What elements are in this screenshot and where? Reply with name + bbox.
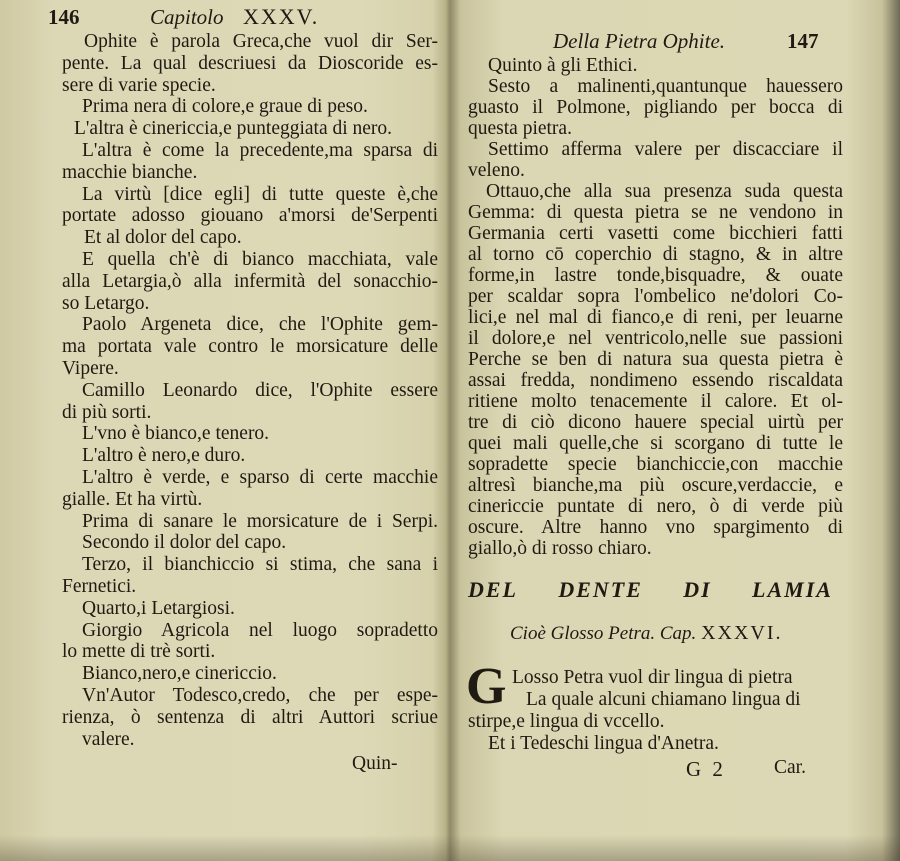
text-line: L'altra è come la precedente,ma sparsa di xyxy=(82,140,438,161)
text-line: L'altra è cinericcia,e punteggiata di nero. xyxy=(74,118,393,140)
subtitle-numeral: XXXVI. xyxy=(701,622,783,644)
text-line: Giorgio Agricola nel luogo sopradetto xyxy=(82,619,438,641)
text-line: Terzo, il bianchiccio si stima, che sana i xyxy=(82,554,438,576)
text-line: per scaldar sopra l'ombelico ne'dolori Co- xyxy=(468,286,843,307)
text-line: portate adosso giouano a'morsi de'Serpenti xyxy=(62,205,438,227)
text-line: Quinto à gli Ethici. xyxy=(488,55,638,76)
text-line: alla Letargia,ò alla infermità del sonacchio- xyxy=(62,270,438,292)
text-line: lo mette di trè sorti. xyxy=(62,641,216,663)
title-word: DI xyxy=(683,577,712,602)
text-line: Settimo afferma valere per discacciare il xyxy=(488,139,843,160)
signature-mark: G 2 xyxy=(686,757,726,781)
text-line: so Letargo. xyxy=(62,292,150,314)
text-line: veleno. xyxy=(468,160,525,181)
text-line: Germania certi vasetti come bicchieri fatti xyxy=(468,223,843,244)
text-line: Prima di sanare le morsicature de i Serpi. xyxy=(82,510,438,532)
text-line: Quarto,i Letargiosi. xyxy=(82,597,235,619)
text-line: questa pietra. xyxy=(468,118,572,139)
text-line: lici,e nel mal di fianco,e di reni, per leuarne xyxy=(468,307,843,328)
text-line: quei mali quelle,che si scorgano di tutte le xyxy=(468,433,843,454)
text-line: giallo,ò di rosso chiaro. xyxy=(468,538,652,559)
title-word: DENTE xyxy=(558,577,643,602)
title-word: LAMIA xyxy=(752,577,833,602)
chapter-line: Et i Tedeschi lingua d'Anetra. xyxy=(488,733,719,754)
chapter-line: La quale alcuni chiamano lingua di xyxy=(526,689,801,710)
page-number: 146 xyxy=(48,5,80,29)
text-line: cinericcie puntate di nero, ò di verde più xyxy=(468,496,843,517)
text-line: Ophite è parola Greca,che vuol dir Ser- xyxy=(84,31,438,52)
text-line: Perche se ben di natura sua questa pietra è xyxy=(468,349,843,370)
text-line: Et al dolor del capo. xyxy=(84,227,242,249)
chapter-subtitle xyxy=(510,622,783,645)
drop-cap: G xyxy=(466,658,507,715)
text-line: ritiene molto tenacemente il calore. Et ol- xyxy=(468,391,843,412)
text-line: Secondo il dolor del capo. xyxy=(82,532,287,554)
text-line: guasto il Polmone, pigliando per bocca di xyxy=(468,97,843,118)
text-line: Vipere. xyxy=(62,358,119,379)
subtitle-text: Cioè Glosso Petra. Cap. xyxy=(510,623,697,644)
text-line: Paolo Argeneta dice, che l'Ophite gem- xyxy=(82,314,438,336)
running-head: Capitolo xyxy=(150,5,224,29)
text-line: forme,in lastre tonde,bisquadre, & ouate xyxy=(468,265,843,286)
catchword: Quin- xyxy=(352,753,398,774)
text-line: al torno cō coperchio di stagno, & in altre xyxy=(468,244,843,265)
running-head: Della Pietra Ophite. xyxy=(553,29,726,53)
text-line: pente. La qual descriuesi da Dioscoride es- xyxy=(62,52,438,74)
text-line: rienza, ò sentenza di altri Auttori scriue xyxy=(62,706,438,728)
catchword: Car. xyxy=(774,757,806,778)
text-line: L'altro è nero,e duro. xyxy=(82,445,246,467)
text-line: Camillo Leonardo dice, l'Ophite essere xyxy=(82,379,438,401)
text-line: di più sorti. xyxy=(62,401,152,423)
chapter-line: Losso Petra vuol dir lingua di pietra xyxy=(512,667,793,688)
text-line: Ottauo,che alla sua presenza suda questa xyxy=(486,181,843,202)
title-word: DEL xyxy=(468,577,518,602)
text-line: sopradette specie bianchiccie,con macchie xyxy=(468,454,843,475)
text-line: Prima nera di colore,e graue di peso. xyxy=(82,96,368,118)
text-line: Bianco,nero,e cinericcio. xyxy=(82,663,277,685)
text-line: L'altro è verde, e sparso di certe macchie xyxy=(82,467,438,488)
text-line: Sesto a malinenti,quantunque hauessero xyxy=(488,76,843,97)
text-line: macchie bianche. xyxy=(62,161,198,183)
text-line: altresì bianche,ma più oscure,verdaccie, e xyxy=(468,475,843,496)
text-line: L'vno è bianco,e tenero. xyxy=(82,423,270,445)
chapter-numeral: XXXV. xyxy=(243,4,320,29)
text-line: Gemma: di questa pietra se ne vendono in xyxy=(468,202,843,223)
text-line: Fernetici. xyxy=(62,576,137,597)
text-line: ma portata vale contro le morsicature delle xyxy=(62,336,438,358)
chapter-title xyxy=(468,578,833,602)
text-line: oscure. Altre hanno vno spargimento di xyxy=(468,517,843,538)
text-line: valere. xyxy=(82,728,135,750)
text-line: assai fredda, nondimeno essendo riscaldata xyxy=(468,370,843,391)
text-line: gialle. Et ha virtù. xyxy=(62,488,203,510)
text-line: sere di varie specie. xyxy=(62,74,216,96)
text-line: E quella ch'è di bianco macchiata, vale xyxy=(82,249,438,270)
text-line: La virtù [dice egli] di tutte queste è,che xyxy=(82,183,438,205)
text-line: tre di ciò dicono hauere special uirtù per xyxy=(468,412,843,433)
text-line: il dolore,e nel ventricolo,nelle sue passioni xyxy=(468,328,843,349)
chapter-line: stirpe,e lingua di vccello. xyxy=(468,711,665,732)
text-line: Vn'Autor Todesco,credo, che per espe- xyxy=(82,685,438,706)
page-number: 147 xyxy=(787,29,819,53)
